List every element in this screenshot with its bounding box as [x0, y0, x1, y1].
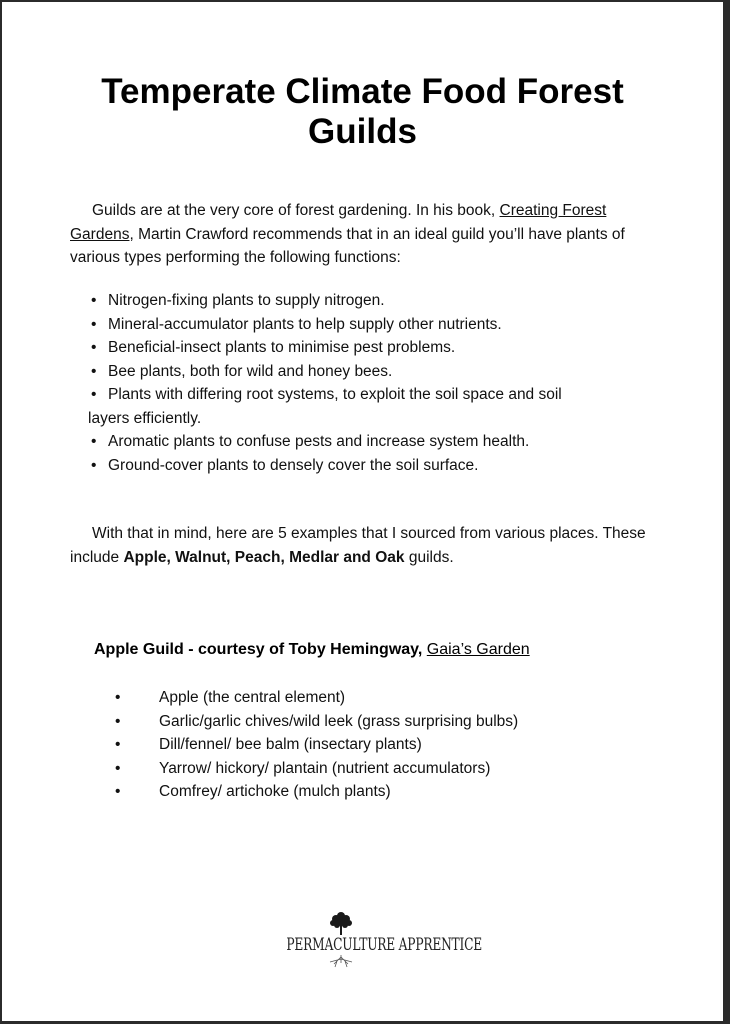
list-item: [88, 383, 648, 430]
bullet: •: [91, 456, 97, 474]
examples-paragraph: [70, 522, 690, 569]
book-link-gaias-garden[interactable]: Gaia’s Garden: [426, 641, 530, 658]
bullet: •: [91, 362, 97, 380]
bullet: •: [115, 759, 121, 777]
examples-text-start: With that in mind, here are 5 examples that I sourced from various places. These include: [70, 525, 646, 566]
apple-guild-list: [112, 686, 632, 804]
bullet: •: [115, 689, 121, 706]
document-page: [2, 2, 723, 1021]
list-item: [88, 289, 648, 313]
apple-guild-heading: [94, 638, 654, 662]
intro-paragraph: [70, 199, 670, 270]
page-title: [2, 72, 723, 152]
list-item-text: Apple (the central element): [159, 689, 346, 706]
list-item: [112, 757, 632, 781]
title-line-2: Guilds: [308, 112, 417, 151]
list-item-text: Nitrogen-fixing plants to supply nitrogen.: [108, 292, 385, 309]
list-item: [88, 336, 648, 360]
examples-bold-list: Apple, Walnut, Peach, Medlar and Oak: [123, 548, 405, 566]
list-item-text: Mineral-accumulator plants to help supply other nutrients.: [108, 315, 502, 333]
list-item: [112, 733, 632, 757]
bullet: •: [115, 736, 121, 753]
bullet: •: [91, 315, 97, 333]
logo-text: PERMACULTURE APPRENTICE: [286, 935, 483, 955]
list-item: [112, 710, 632, 734]
list-item-text: Comfrey/ artichoke (mulch plants): [159, 783, 391, 800]
bullet: •: [91, 339, 97, 356]
list-item-text: Beneficial-insect plants to minimise pest problems.: [108, 339, 456, 356]
list-item-text: Ground-cover plants to densely cover the soil surface.: [108, 456, 479, 474]
apple-guild-heading-text: Apple Guild - courtesy of Toby Hemingway,: [94, 641, 427, 658]
list-item-text: Bee plants, both for wild and honey bees.: [108, 362, 393, 380]
bullet: •: [115, 712, 121, 730]
examples-text-end: guilds.: [404, 548, 454, 566]
list-item: [88, 430, 648, 454]
list-item: [88, 454, 648, 478]
bullet: •: [115, 783, 121, 800]
bullet: •: [91, 433, 97, 450]
list-item: [112, 780, 632, 804]
intro-text-end: , Martin Crawford recommends that in an ideal guild you’ll have plants of various types performing the following functions:: [70, 225, 625, 266]
list-item: [88, 360, 648, 384]
permaculture-apprentice-logo: [257, 907, 483, 977]
book-link-creating-forest-gardens[interactable]: Creating Forest Gardens: [70, 202, 607, 243]
list-item-text-continued: layers efficiently.: [88, 409, 202, 427]
title-line-1: Temperate Climate Food Forest: [101, 72, 624, 111]
bullet: •: [91, 386, 97, 403]
list-item: [112, 686, 632, 710]
list-item-text: Dill/fennel/ bee balm (insectary plants): [159, 736, 422, 753]
list-item: [88, 313, 648, 337]
list-item-text: Aromatic plants to confuse pests and increase system health.: [108, 433, 530, 450]
bullet: •: [91, 292, 97, 309]
intro-text-start: Guilds are at the very core of forest gardening. In his book,: [92, 202, 500, 219]
list-item-text: Garlic/garlic chives/wild leek (grass surprising bulbs): [159, 712, 519, 730]
list-item-text: Yarrow/ hickory/ plantain (nutrient accumulators): [159, 759, 491, 777]
list-item-text: Plants with differing root systems, to exploit the soil space and soil: [108, 386, 562, 403]
functions-list: [88, 289, 648, 477]
